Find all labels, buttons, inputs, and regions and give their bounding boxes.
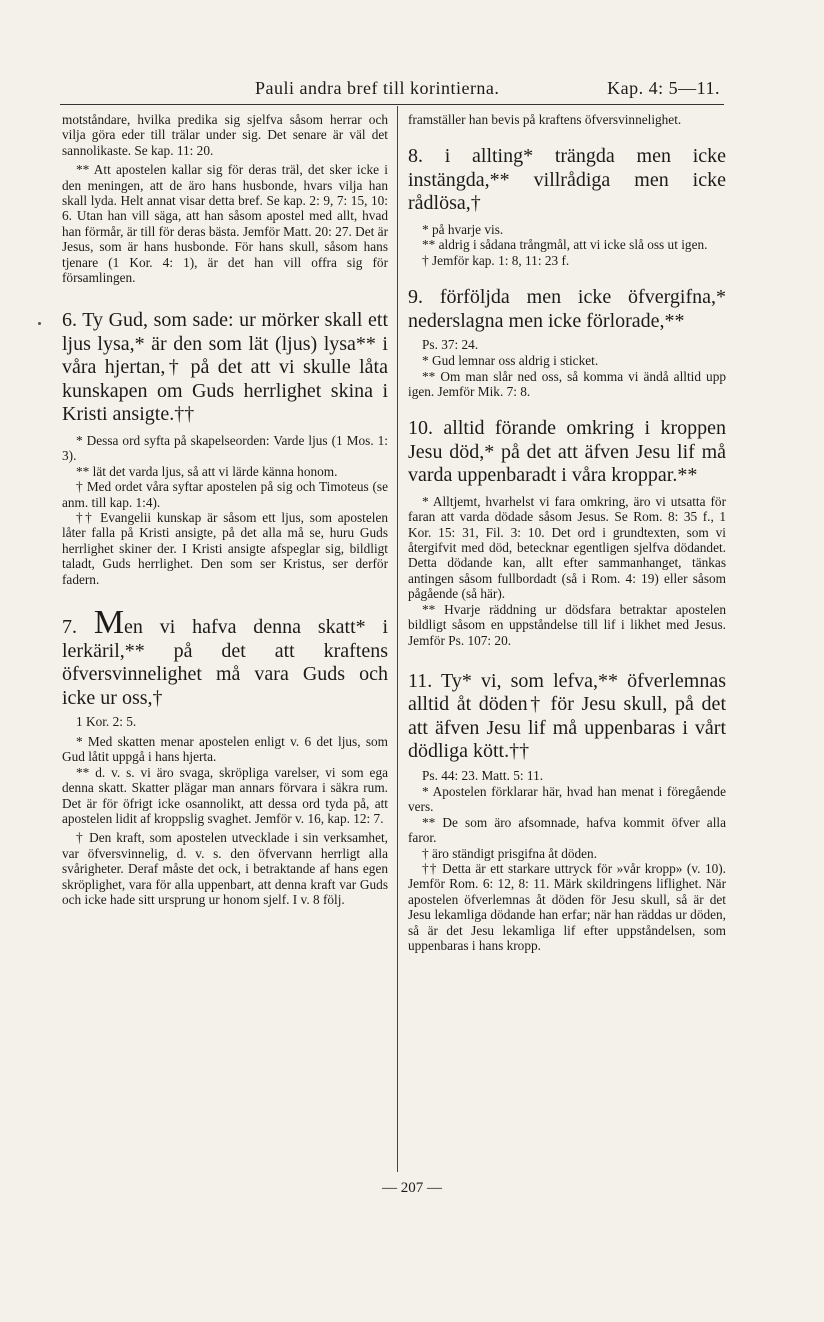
chapter-reference: Kap. 4: 5—11.: [607, 78, 720, 98]
scan-speck: [38, 322, 41, 325]
footnote: † äro ständigt prisgifna åt döden.: [422, 845, 598, 861]
footnote: * Med skatten menar apostelen enligt v. 6 det ljus, som Gud låtit uppgå i hans hjerta.: [62, 734, 388, 765]
footnote: ** De som äro afsomnade, hafva kommit öfver alla faror.: [408, 814, 726, 846]
verse-6: 6. Ty Gud, som sade: ur mörker skall ett ljus lysa,* är den som lät (ljus) lysa** i våra hjertan,† på det att vi skulle låta kunskapen om Guds herrlighet skina i Kristi ansigte.††: [62, 309, 388, 426]
footnote: † Med ordet våra syftar apostelen på sig och Timoteus (se anm. till kap. 1:4).: [62, 479, 388, 510]
footnote: framställer han bevis på kraftens öfversvinnelighet.: [408, 112, 682, 127]
cross-reference: Ps. 37: 24.: [422, 337, 479, 353]
right-column: [408, 112, 726, 953]
verse-text: en vi hafva denna skatt* i lerkäril,** på det att kraftens öfversvinnelighet må vara Guds och icke ur oss,†: [62, 616, 389, 709]
drop-initial: M: [93, 604, 125, 642]
verse-11: 11. Ty* vi, som lefva,** öfverlemnas alltid åt döden† för Jesu skull, på det att äfven Jesu lif må uppenbaras i vårt dödliga kött.††: [408, 669, 726, 763]
footnote: †† Evangelii kunskap är såsom ett ljus, som apostelen låter falla på Kristi ansigte, på det alla må se, huru Guds herrlighet skiner der. I Kristi ansigte afspeglar sig, bildligt taladt, Guds herrlighet. Den som ser Kristus, ser derför fadern.: [62, 510, 388, 587]
footnote: * på hvarje vis.: [422, 221, 504, 237]
footnote: † Jemför kap. 1: 8, 11: 23 f.: [422, 252, 570, 268]
column-divider: [397, 106, 398, 1172]
footnote: * Dessa ord syfta på skapelseorden: Varde ljus (1 Mos. 1: 3).: [62, 432, 388, 464]
verse-7: [62, 604, 389, 710]
footnote: ** Om man slår ned oss, så komma vi ändå alltid upp igen. Jemför Mik. 7: 8.: [408, 368, 726, 399]
footnote: * Alltjemt, hvarhelst vi fara omkring, äro vi utsatta för faran att varda dödade såsom Jesus. Se Rom. 8: 35 f., 1 Kor. 15: 31, Fil. 3: 10. Det ord i grundtexten, som vi återgifvit med död, betecknar egentligen sjelfva dödandet. Detta dödande kan, allt efter sammanhanget, tänkas antingen såsom fullbordadt (så i Rom. 4: 19) eller såsom pågående (så här).: [408, 493, 726, 602]
footnote: * Gud lemnar oss aldrig i sticket.: [422, 353, 599, 369]
footnote: †† Detta är ett starkare uttryck för »vår kropp» (v. 10). Jemför Rom. 6: 12, 8: 11. Märk skildringens liflighet. När apostelen öfverlemnas åt döden för Jesu skull, så är det Jesu lekamliga dödande han erfar; när han räddas ur döden, så är det Jesu lekamliga lif efter uppståndelsen, som uppenbaras i hans kropp.: [408, 860, 726, 953]
footnote: ** aldrig i sådana trångmål, att vi icke slå oss ut igen.: [422, 237, 708, 253]
footnote: * Apostelen förklarar här, hvad han menat i föregående vers.: [408, 783, 726, 815]
left-column: [62, 112, 388, 908]
book-title: Pauli andra bref till korintierna.: [255, 78, 500, 98]
footnote: † Den kraft, som apostelen utvecklade i sin verksamhet, var öfversvinnelig, d. v. s. den öfvervann herrligt alla svårigheter. Deraf måste det ock, i betraktande af hans egen skröplighet, vara för alla uppenbart, att denna kraft var Guds och icke hade sitt ursprung ur honom sjelf. I v. 8 följ.: [62, 830, 388, 908]
verse-9: 9. förföljda men icke öfvergifna,* nederslagna men icke förlorade,**: [408, 286, 726, 332]
footnote: ** Hvarje räddning ur dödsfara betraktar apostelen bildligt såsom en uppståndelse till lif i likhet med Jesus. Jemför Ps. 107: 20.: [408, 601, 726, 648]
verse-10: 10. alltid förande omkring i kroppen Jesu död,* på det att äfven Jesu lif må varda uppenbaradt i våra kroppar.**: [408, 417, 726, 487]
page-number: — 207 —: [382, 1180, 442, 1196]
cross-reference: 1 Kor. 2: 5.: [76, 714, 137, 730]
header-rule: [60, 104, 724, 105]
verse-8: 8. i allting* trängda men icke instängda,** villrådiga men icke rådlösa,†: [408, 145, 726, 215]
footnote: motståndare, hvilka predika sig sjelfva såsom herrar och vilja göra eder till trälar under sig. Det senare är väl det sannolikaste. Se kap. 11: 20.: [62, 112, 388, 158]
running-header: [60, 78, 720, 102]
footnote: ** Att apostelen kallar sig för deras träl, det sker icke i den meningen, att de äro hans husbonde, hvars vilja han skall lyda. Helt annat visar detta bref. Se kap. 2: 9, 7: 15, 10: 6. Utan han vill säga, att han såsom apostel med allt, hvad han förmår, är till för deras bästa. Jemför Matt. 20: 27. Det är Jesus, som är hans husbonde. För hans skull, såsom hans tjenare (1 Kor. 4: 1), är det han vill offra sig för församlingen.: [62, 162, 388, 286]
cross-reference: Ps. 44: 23. Matt. 5: 11.: [422, 767, 544, 783]
footnote: ** lät det varda ljus, så att vi lärde känna honom.: [76, 463, 338, 479]
verse-number: 7.: [62, 616, 77, 639]
footnote: ** d. v. s. vi äro svaga, skröpliga varelser, vi som ega denna skatt. Skatter plägar man annars förvara i säkra rum. Det är för öfrigt icke osannolikt, att dessa ord tyda på, att apostelen lidit af kroppslig svaghet. Jemför v. 16, kap. 12: 7.: [62, 764, 388, 827]
